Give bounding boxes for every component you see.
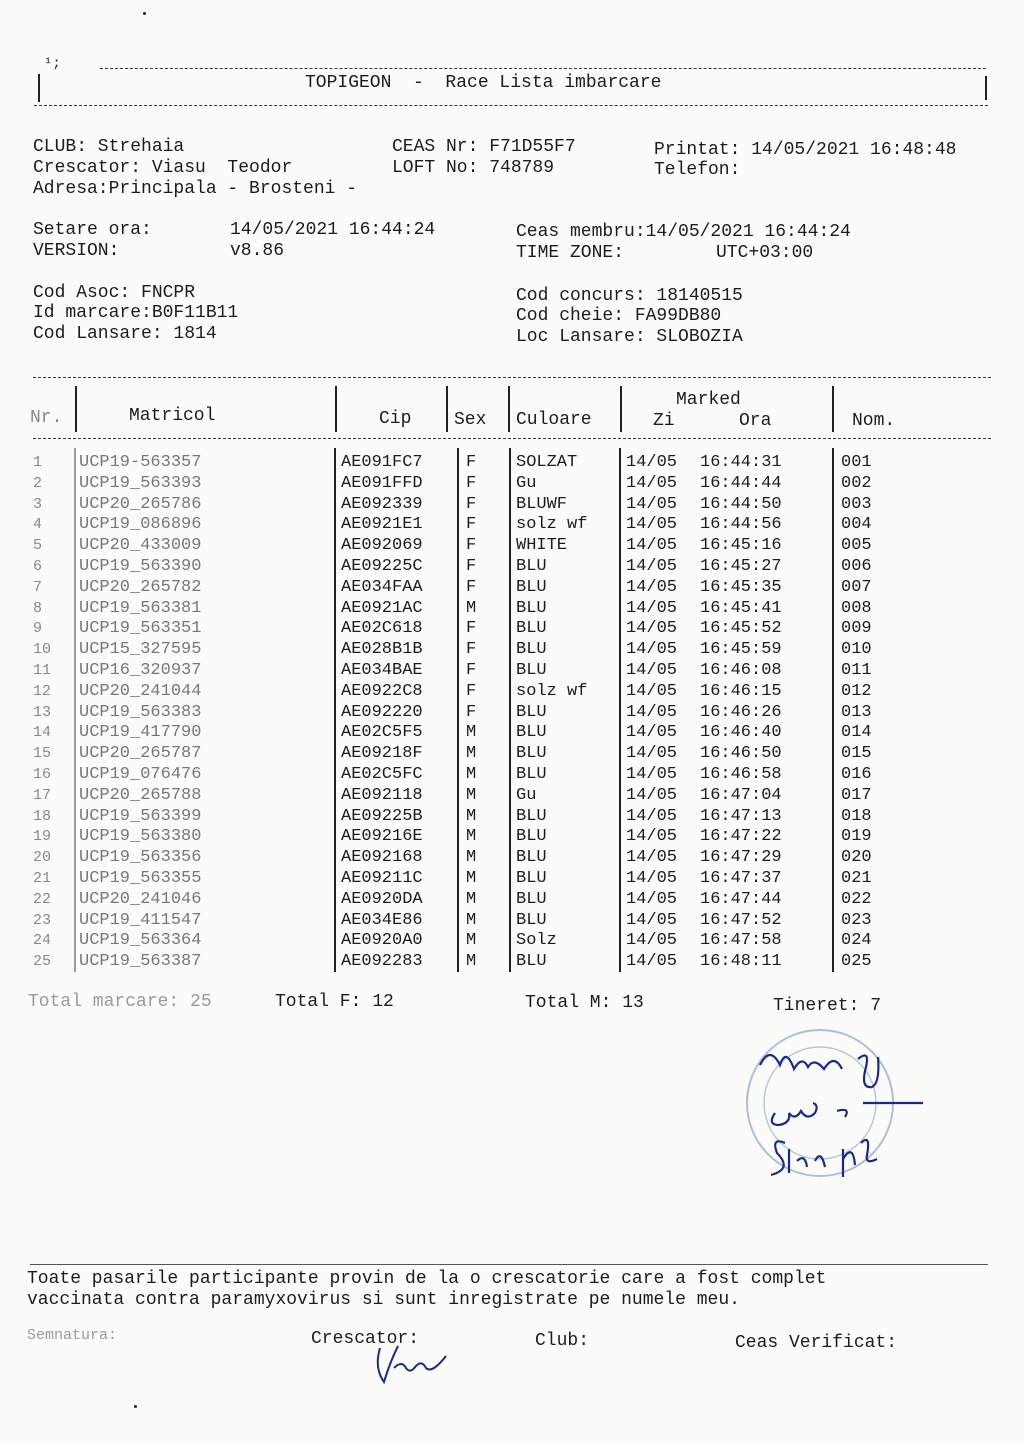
row-culoare: Gu <box>516 473 537 493</box>
row-sex: M <box>466 952 477 972</box>
row-matricol: UCP19_563393 <box>79 473 202 493</box>
table-row <box>0 702 1024 723</box>
row-number: 18 <box>33 807 52 825</box>
statement-line-2: vaccinata contra paramyxovirus si sunt inregistrate pe numele meu. <box>27 1290 740 1310</box>
row-sex: M <box>466 931 477 951</box>
header-left-rule <box>38 74 40 102</box>
version-label: VERSION: <box>33 241 120 261</box>
row-ora: 16:48:11 <box>700 952 782 972</box>
club-field: CLUB: Strehaia <box>33 137 185 157</box>
row-sex: F <box>466 557 477 576</box>
row-nom: 008 <box>841 598 872 618</box>
row-cip: AE092118 <box>341 785 423 805</box>
table-row <box>0 514 1024 535</box>
row-cip: AE092339 <box>341 494 423 514</box>
row-culoare: solz wf <box>516 515 588 535</box>
row-number: 2 <box>33 474 43 492</box>
row-zi: 14/05 <box>626 536 678 556</box>
row-matricol: UCP20_265782 <box>79 577 202 597</box>
row-number: 15 <box>33 745 52 763</box>
crescator-field: Crescator: Viasu Teodor <box>33 158 293 178</box>
row-ora: 16:46:40 <box>700 723 782 743</box>
row-cip: AE092168 <box>341 848 423 868</box>
table-row <box>0 785 1024 806</box>
row-cip: AE092220 <box>341 702 423 722</box>
row-culoare: BLU <box>516 598 547 618</box>
row-cip: AE092069 <box>341 536 423 556</box>
row-culoare: BLU <box>516 869 547 888</box>
row-cip: AE0921AC <box>341 598 423 618</box>
row-sex: M <box>466 785 477 805</box>
row-cip: AE0922C8 <box>341 681 423 701</box>
row-ora: 16:47:22 <box>700 827 782 847</box>
row-zi: 14/05 <box>626 765 678 784</box>
printat-field: Printat: 14/05/2021 16:48:48 <box>654 140 957 160</box>
row-number: 6 <box>33 558 43 575</box>
row-zi: 14/05 <box>626 661 678 680</box>
page-title: TOPIGEON - Race Lista imbarcare <box>305 73 662 93</box>
row-cip: AE034E86 <box>341 910 423 930</box>
row-ora: 16:47:52 <box>700 910 782 930</box>
row-culoare: WHITE <box>516 536 568 556</box>
row-sex: F <box>466 661 477 680</box>
row-matricol: UCP19_563356 <box>79 848 202 868</box>
row-culoare: BLU <box>516 827 547 847</box>
row-culoare: BLU <box>516 889 547 909</box>
row-cip: AE09225B <box>341 806 423 826</box>
row-number: 17 <box>33 786 52 804</box>
row-culoare: solz wf <box>516 681 588 701</box>
row-cip: AE09216E <box>341 827 423 847</box>
table-row <box>0 868 1024 889</box>
row-number: 9 <box>33 620 43 638</box>
row-sex: M <box>466 869 477 888</box>
cod-lansare-field: Cod Lansare: 1814 <box>33 324 217 344</box>
row-sex: M <box>466 889 477 909</box>
row-sex: F <box>466 619 477 639</box>
row-sex: F <box>466 702 477 722</box>
row-sex: F <box>466 536 477 556</box>
tineret: Tineret: 7 <box>773 996 882 1016</box>
col-header-nom: Nom. <box>852 411 896 431</box>
row-cip: AE091FFD <box>341 473 423 493</box>
table-row <box>0 681 1024 702</box>
row-zi: 14/05 <box>626 889 678 909</box>
row-nom: 009 <box>841 619 872 639</box>
total-marcare: Total marcare: 25 <box>28 992 212 1012</box>
row-ora: 16:45:35 <box>700 577 782 597</box>
row-culoare: BLU <box>516 910 547 930</box>
row-matricol: UCP19_563383 <box>79 702 202 722</box>
row-nom: 010 <box>841 640 872 660</box>
col-header-sex: Sex <box>454 410 487 430</box>
row-nom: 012 <box>841 681 872 701</box>
row-nom: 005 <box>841 536 872 556</box>
row-nom: 001 <box>841 453 872 472</box>
header-bottom-rule <box>34 105 988 106</box>
row-nom: 014 <box>841 723 872 743</box>
row-number: 10 <box>33 641 52 659</box>
table-row <box>0 743 1024 764</box>
row-matricol: UCP20_265788 <box>79 785 202 805</box>
row-culoare: SOLZAT <box>516 453 578 472</box>
col-divider <box>446 386 448 432</box>
row-sex: F <box>466 473 477 493</box>
row-zi: 14/05 <box>626 494 678 514</box>
table-row <box>0 806 1024 827</box>
row-nom: 025 <box>841 952 872 972</box>
row-nom: 011 <box>841 661 872 680</box>
club-signature-label: Club: <box>535 1331 590 1351</box>
row-zi: 14/05 <box>626 931 678 951</box>
adresa-field: Adresa:Principala - Brosteni - <box>33 179 358 199</box>
header-top-rule <box>100 68 986 69</box>
row-number: 16 <box>33 766 52 783</box>
row-sex: M <box>466 848 477 868</box>
row-ora: 16:47:13 <box>700 806 782 826</box>
row-matricol: UCP19_563380 <box>79 827 202 847</box>
cod-cheie-field: Cod cheie: FA99DB80 <box>516 306 722 326</box>
row-nom: 020 <box>841 848 872 868</box>
row-cip: AE02C5FC <box>341 765 423 784</box>
row-matricol: UCP19_411547 <box>79 910 202 930</box>
row-matricol: UCP19_563364 <box>79 931 202 951</box>
crescator-signature-label: Crescator: <box>311 1329 420 1349</box>
row-number: 12 <box>33 682 52 700</box>
col-divider <box>508 386 510 432</box>
row-zi: 14/05 <box>626 910 678 930</box>
setare-ora-label: Setare ora: <box>33 220 152 240</box>
col-divider <box>832 386 834 432</box>
table-row <box>0 889 1024 910</box>
row-cip: AE09211C <box>341 869 423 888</box>
row-matricol: UCP19_563381 <box>79 598 202 618</box>
row-ora: 16:46:26 <box>700 702 782 722</box>
table-row <box>0 452 1024 473</box>
row-nom: 006 <box>841 557 872 576</box>
row-zi: 14/05 <box>626 785 678 805</box>
row-number: 20 <box>33 849 52 867</box>
row-ora: 16:44:50 <box>700 494 782 514</box>
ink-speck <box>134 1405 137 1408</box>
table-row <box>0 660 1024 681</box>
row-culoare: BLU <box>516 557 547 576</box>
row-number: 5 <box>33 537 43 555</box>
row-ora: 16:46:08 <box>700 661 782 680</box>
row-sex: M <box>466 744 477 764</box>
row-nom: 024 <box>841 931 872 951</box>
row-cip: AE092283 <box>341 952 423 972</box>
loft-no-field: LOFT No: 748789 <box>392 158 555 178</box>
row-sex: M <box>466 827 477 847</box>
row-number: 11 <box>33 662 52 679</box>
table-row <box>0 847 1024 868</box>
row-sex: F <box>466 453 477 472</box>
row-zi: 14/05 <box>626 806 678 826</box>
row-number: 1 <box>33 454 43 471</box>
telefon-field: Telefon: <box>654 160 741 180</box>
row-number: 24 <box>33 932 52 950</box>
row-number: 21 <box>33 870 52 887</box>
table-row <box>0 639 1024 660</box>
row-zi: 14/05 <box>626 702 678 722</box>
row-nom: 004 <box>841 515 872 535</box>
row-ora: 16:44:31 <box>700 453 782 472</box>
setare-ora-value: 14/05/2021 16:44:24 <box>230 220 436 240</box>
row-number: 22 <box>33 890 52 908</box>
table-row <box>0 826 1024 847</box>
row-zi: 14/05 <box>626 848 678 868</box>
row-zi: 14/05 <box>626 744 678 764</box>
row-sex: F <box>466 681 477 701</box>
row-nom: 017 <box>841 785 872 805</box>
row-nom: 019 <box>841 827 872 847</box>
row-number: 19 <box>33 828 52 846</box>
row-nom: 015 <box>841 744 872 764</box>
row-matricol: UCP15_327595 <box>79 640 202 660</box>
corner-mark: ¹; <box>44 56 61 72</box>
table-row <box>0 764 1024 785</box>
row-cip: AE0921E1 <box>341 515 423 535</box>
row-ora: 16:45:27 <box>700 557 782 576</box>
row-zi: 14/05 <box>626 453 678 472</box>
table-row <box>0 577 1024 598</box>
col-header-marked: Marked <box>676 390 741 410</box>
row-matricol: UCP19_417790 <box>79 723 202 743</box>
row-sex: F <box>466 515 477 535</box>
row-matricol: UCP19_563399 <box>79 806 202 826</box>
row-culoare: Gu <box>516 785 537 805</box>
row-zi: 14/05 <box>626 619 678 639</box>
row-ora: 16:47:04 <box>700 785 782 805</box>
row-zi: 14/05 <box>626 952 678 972</box>
row-nom: 003 <box>841 494 872 514</box>
time-zone-value: UTC+03:00 <box>716 243 814 263</box>
table-row <box>0 951 1024 972</box>
col-divider <box>75 386 77 432</box>
row-sex: M <box>466 723 477 743</box>
table-header-rule <box>33 438 991 439</box>
row-ora: 16:45:59 <box>700 640 782 660</box>
row-culoare: BLU <box>516 723 547 743</box>
row-matricol: UCP19_563351 <box>79 619 202 639</box>
ceas-nr-field: CEAS Nr: F71D55F7 <box>392 137 576 157</box>
row-number: 4 <box>33 516 43 534</box>
row-nom: 007 <box>841 577 872 597</box>
table-row <box>0 535 1024 556</box>
row-zi: 14/05 <box>626 577 678 597</box>
table-row <box>0 910 1024 931</box>
table-row <box>0 930 1024 951</box>
row-zi: 14/05 <box>626 723 678 743</box>
col-header-cip: Cip <box>379 409 412 429</box>
version-value: v8.86 <box>230 241 285 261</box>
row-zi: 14/05 <box>626 473 678 493</box>
cod-concurs-field: Cod concurs: 18140515 <box>516 286 743 306</box>
row-ora: 16:46:15 <box>700 681 782 701</box>
ceas-membru-field: Ceas membru:14/05/2021 16:44:24 <box>516 222 851 242</box>
row-culoare: BLU <box>516 765 547 784</box>
ink-speck <box>143 12 146 15</box>
row-zi: 14/05 <box>626 640 678 660</box>
row-number: 23 <box>33 911 52 929</box>
row-matricol: UCP20_265786 <box>79 494 202 514</box>
row-ora: 16:44:44 <box>700 473 782 493</box>
semnatura-label: Semnatura: <box>27 1327 118 1344</box>
row-sex: F <box>466 640 477 660</box>
col-header-zi: Zi <box>653 411 675 431</box>
row-number: 14 <box>33 724 52 742</box>
row-culoare: BLU <box>516 744 547 764</box>
row-matricol: UCP20_433009 <box>79 536 202 556</box>
row-matricol: UCP19_563390 <box>79 557 202 576</box>
col-header-culoare: Culoare <box>516 410 592 430</box>
row-nom: 021 <box>841 869 872 888</box>
row-ora: 16:47:58 <box>700 931 782 951</box>
row-cip: AE028B1B <box>341 640 423 660</box>
row-culoare: BLU <box>516 702 547 722</box>
cod-asoc-field: Cod Asoc: FNCPR <box>33 283 196 303</box>
row-nom: 018 <box>841 806 872 826</box>
row-matricol: UCP19_563387 <box>79 952 202 972</box>
footer-rule <box>30 1264 988 1265</box>
row-zi: 14/05 <box>626 827 678 847</box>
row-cip: AE0920A0 <box>341 931 423 951</box>
row-cip: AE091FC7 <box>341 453 423 472</box>
row-culoare: BLU <box>516 952 547 972</box>
table-top-rule <box>33 377 991 378</box>
row-cip: AE0920DA <box>341 889 423 909</box>
row-zi: 14/05 <box>626 681 678 701</box>
row-number: 3 <box>33 495 43 513</box>
col-header-nr: Nr. <box>30 408 63 428</box>
row-culoare: BLU <box>516 848 547 868</box>
crescator-signature <box>368 1340 458 1390</box>
row-ora: 16:47:29 <box>700 848 782 868</box>
row-culoare: BLU <box>516 661 547 680</box>
row-number: 8 <box>33 599 43 617</box>
time-zone-label: TIME ZONE: <box>516 243 625 263</box>
row-matricol: UCP20_241046 <box>79 889 202 909</box>
row-ora: 16:46:58 <box>700 765 782 784</box>
row-nom: 023 <box>841 910 872 930</box>
row-ora: 16:45:52 <box>700 619 782 639</box>
row-matricol: UCP19-563357 <box>79 453 202 472</box>
row-number: 13 <box>33 703 52 721</box>
table-row <box>0 598 1024 619</box>
row-cip: AE02C5F5 <box>341 723 423 743</box>
row-ora: 16:44:56 <box>700 515 782 535</box>
row-ora: 16:45:41 <box>700 598 782 618</box>
row-zi: 14/05 <box>626 515 678 535</box>
col-header-matricol: Matricol <box>129 406 216 426</box>
row-sex: M <box>466 765 477 784</box>
row-ora: 16:47:44 <box>700 889 782 909</box>
row-ora: 16:47:37 <box>700 869 782 888</box>
id-marcare-field: Id marcare:B0F11B11 <box>33 303 239 323</box>
row-cip: AE09218F <box>341 744 423 764</box>
row-sex: F <box>466 494 477 514</box>
row-nom: 022 <box>841 889 872 909</box>
row-culoare: BLU <box>516 806 547 826</box>
row-number: 7 <box>33 578 43 596</box>
total-m: Total M: 13 <box>525 993 644 1013</box>
club-stamp-signatures <box>735 1015 970 1200</box>
row-matricol: UCP19_563355 <box>79 869 202 888</box>
row-culoare: BLU <box>516 619 547 639</box>
row-culoare: BLU <box>516 577 547 597</box>
row-cip: AE09225C <box>341 557 423 576</box>
header-right-rule <box>985 76 987 100</box>
table-row <box>0 494 1024 515</box>
row-sex: M <box>466 806 477 826</box>
total-f: Total F: 12 <box>275 992 394 1012</box>
row-sex: M <box>466 598 477 618</box>
row-cip: AE034BAE <box>341 661 423 680</box>
statement-line-1: Toate pasarile participante provin de la o crescatorie care a fost complet <box>27 1269 827 1289</box>
club-stamp <box>735 1015 970 1200</box>
loc-lansare-field: Loc Lansare: SLOBOZIA <box>516 327 743 347</box>
row-matricol: UCP16_320937 <box>79 661 202 680</box>
row-nom: 013 <box>841 702 872 722</box>
table-row <box>0 556 1024 577</box>
row-culoare: Solz <box>516 931 557 951</box>
table-row <box>0 473 1024 494</box>
col-divider <box>335 386 337 432</box>
table-row <box>0 722 1024 743</box>
row-culoare: BLUWF <box>516 494 568 514</box>
row-matricol: UCP20_241044 <box>79 681 202 701</box>
row-number: 25 <box>33 953 52 971</box>
col-divider <box>620 386 622 432</box>
row-zi: 14/05 <box>626 869 678 888</box>
row-zi: 14/05 <box>626 598 678 618</box>
row-sex: M <box>466 910 477 930</box>
col-header-ora: Ora <box>739 411 772 431</box>
row-cip: AE02C618 <box>341 619 423 639</box>
table-row <box>0 618 1024 639</box>
row-matricol: UCP19_076476 <box>79 765 202 784</box>
row-nom: 002 <box>841 473 872 493</box>
row-ora: 16:45:16 <box>700 536 782 556</box>
row-matricol: UCP20_265787 <box>79 744 202 764</box>
row-zi: 14/05 <box>626 557 678 576</box>
row-culoare: BLU <box>516 640 547 660</box>
row-sex: F <box>466 577 477 597</box>
row-matricol: UCP19_086896 <box>79 515 202 535</box>
ceas-verificat-label: Ceas Verificat: <box>735 1333 898 1353</box>
row-ora: 16:46:50 <box>700 744 782 764</box>
row-nom: 016 <box>841 765 872 784</box>
row-cip: AE034FAA <box>341 577 423 597</box>
